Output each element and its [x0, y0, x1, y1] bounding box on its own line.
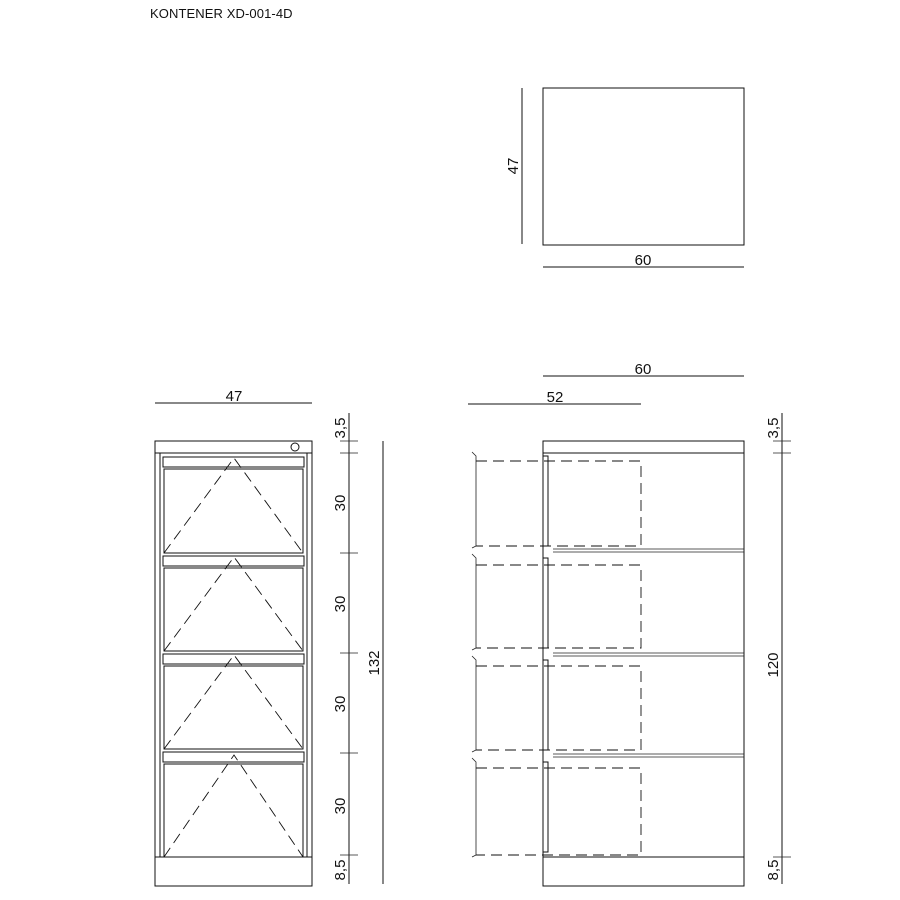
side-drawer-front [543, 762, 548, 852]
drawer-opening-indicator [164, 755, 303, 857]
lock-icon [291, 443, 299, 451]
side-drawer-extended [472, 452, 641, 548]
top-view-outline [543, 88, 744, 245]
side-drawer-depth-label: 52 [546, 389, 564, 406]
drawer-handle-rail [163, 556, 304, 566]
side-drawer-front [543, 456, 548, 546]
extended-drawer-front [472, 758, 476, 857]
extended-drawer-box [476, 666, 641, 750]
drawer-front [164, 568, 303, 651]
drawer-front [164, 469, 303, 553]
extended-drawer-front [472, 656, 476, 752]
drawer-front [164, 764, 303, 857]
extended-drawer-box [476, 565, 641, 648]
top-depth-label: 47 [505, 157, 522, 175]
side-body [543, 441, 744, 886]
front-drawer [163, 752, 304, 857]
extended-drawer-front [472, 554, 476, 650]
front-view [155, 388, 383, 886]
extended-drawer-box [476, 768, 641, 855]
side-base-label: 8,5 [765, 859, 782, 881]
drawing-title: KONTENER XD-001-4D [150, 6, 293, 21]
side-top-label: 3,5 [765, 417, 782, 439]
top-width-label: 60 [634, 252, 652, 269]
extended-drawer-front [472, 452, 476, 548]
extended-drawer-box [476, 461, 641, 546]
front-total-height-label: 132 [366, 650, 383, 676]
front-drawer [163, 654, 304, 749]
side-body-height-label: 120 [765, 652, 782, 678]
drawer-opening-indicator [164, 458, 303, 553]
front-top-label: 3,5 [332, 417, 349, 439]
front-drawer [163, 457, 304, 553]
drawer-opening-indicator [164, 557, 303, 651]
drawer-handle-rail [163, 654, 304, 664]
side-drawer-front [543, 558, 548, 648]
side-view [468, 361, 791, 886]
front-drawer-2-label: 30 [332, 595, 349, 613]
front-drawer-4-label: 30 [332, 797, 349, 815]
side-drawer-front [543, 660, 548, 750]
side-drawer-extended [472, 554, 641, 650]
front-drawer [163, 556, 304, 651]
side-drawer-extended [472, 656, 641, 752]
drawer-opening-indicator [164, 655, 303, 749]
front-drawer-1-label: 30 [332, 494, 349, 512]
drawer-handle-rail [163, 457, 304, 467]
side-drawer-extended [472, 758, 641, 857]
top-view [505, 88, 744, 269]
front-drawer-3-label: 30 [332, 695, 349, 713]
front-width-label: 47 [225, 388, 243, 405]
side-depth-label: 60 [634, 361, 652, 378]
front-base-label: 8,5 [332, 859, 349, 881]
drawer-front [164, 666, 303, 749]
drawer-handle-rail [163, 752, 304, 762]
